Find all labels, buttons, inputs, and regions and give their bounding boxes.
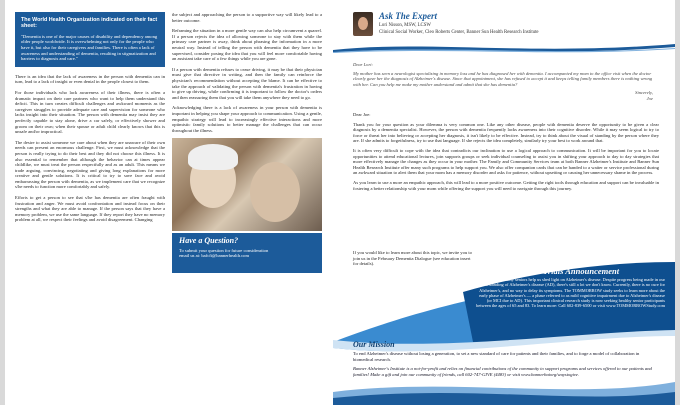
have-question-email[interactable]: email us at: bafcfi@bannerhealth.com [179,253,250,259]
facts-title: The World Health Organization indicated on their fact sheet: [21,17,158,30]
mission-statement: To end Alzheimer's disease without losing a generation, to set a new standard of care for patients and their families, and to forge a model of collaboration in biomedical research. [353,351,640,362]
letter-closing: Sincerely, [635,90,653,96]
facts-box [15,12,165,67]
answer-paragraph: As you learn to use a more an empathic approach, this will lead to a more positive outcome. Getting the right tools through education and support can be invaluable in fostering a better relationship with your mom while offering the support you will need to navigate through this journey. [353,179,659,191]
letter-signature: Joe [646,95,653,101]
dialogue-note [353,250,473,272]
elderly-couple-photo [172,138,322,231]
left-column-2 [172,12,322,273]
clinical-trials-title: Clinical Trials Announcement [513,266,620,276]
answer-paragraph: Thank you for your question as your dilemma is very common one. Like any other disease, people with dementia deserve the opportunity to be given a clear diagnosis by a dementia specialist. However, the person with dementia frequently lacks awareness into their cognitive disorder. While it may seem logical to try to force or threat her into believing or accepting her diagnosis, it isn't likely to be effective. Instead, try to think about the visual of standing by the person where they are. If she admits to forgetfulness, try to use that language. If she rejects the idea completely, similarly try your best to work around that. [353,121,659,144]
expert-role: Clinical Social Worker, Cleo Roberts Center, Banner Sun Health Research Institute [379,30,539,35]
paragraph: Efforts to get a person to see that s/he has dementia are often fraught with frustration and anger. We must avoid confrontation and instead focus on their strengths and what they are able to manage. If the person says that they have a memory problem, we use the same language. If they report they have no memory problem at all, we respect their feelings and avoid disagreement. Changing [15,195,165,223]
have-question-title: Have a Question? [179,236,239,246]
header-wave [333,40,675,54]
facts-quote: "Dementia is one of the major causes of disability and dependency among older people worldwide. It is overwhelming not only for the people who have it, but also for their caregivers and families. There is often a lack of awareness and understanding of dementia, resulting in stigmatization and barriers to diagnosis and care." [21,33,158,62]
clinical-trials-body: Healthy seniors help us shed light on Alzheimer's disease. Despite progress being made in our understanding of Alzheimer's disease (AD), there's still a lot we don't know. Currently, there is no cure for Alzheimer's, and no way to delay its symptoms. The TOMMORROW study seeks to learn more about the early phase of Alzheimer's — a phase referred to as mild cognitive impairment due to Alzheimer's disease (or MCI due to AD). This important clinical research study is now seeking healthy senior participants between the ages of 65 and 83. To learn more: Call 602-839-6500 or visit www.TOMMORROWStudy.com [476,277,665,309]
letter-body: My mother has seen a neurologist specializing in memory loss and he has diagnosed her with dementia. I accompanied my mom to the office visit when the doctor clearly gave her the diagnosis of Alzheimer's disease. Since that appointment, she has refused to accept it and keeps telling family members there is nothing wrong with her. Can you help me make my mother understand and admit that she has dementia? [353,70,653,87]
mission-title: Our Mission [353,340,395,349]
expert-name: Lori Nisson, MSW, LCSW [379,23,431,28]
paragraph: For those individuals who lack awareness of their illness, there is often a dramatic impact on their care partners who want to help them understand this deficit. This in turn creates difficult challenges and awkward moments as the caregiver struggles to provide adequate care and supervision for someone who lacks insight into their situation. The person with dementia may insist they are perfectly capable to stay alone, drive a car safely, or effectively shower and groom on their own; when their spouse or adult child clearly knows that this is unsafe and/or impractical. [15,89,165,135]
paragraph: The desire to assist someone we care about when they are unaware of their own needs can present an enormous challenge. First, we must acknowledge that the person is really trying to do their best and they did not choose this illness. It is also essential to remember that although the behavior can at times appear childlike, we must treat the person respectfully and as an adult. This means we trade arguing, convincing, negotiating and giving long explanations for more creative and gentle solutions. It is critical to try to save face and avoid embarrassing the person with dementia, as we implement care that we recognize s/he needs to function more comfortably and safely. [15,139,165,190]
paragraph: Acknowledging there is a lack of awareness in your person with dementia is important in helping you shape your approach to communication. Using a gentle, empathic strategy will lead to increasingly effective interactions and more optimistic family solutions to better manage the challenges that can occur throughout the illness. [172,105,322,133]
dialogue-note-text: If you would like to learn more about this topic, we invite you to join us in the February Dementia Dialogue (see education insert for details). [353,250,472,267]
paragraph: There is an idea that the lack of awareness in the person with dementia can in turn, lead to a lack of insight or even denial in the people closest to them. [15,73,165,85]
ask-expert-title: Ask The Expert [379,11,438,21]
paragraph: If a person with dementia refuses to cease driving, it may be that their physician must give that directive in writing, and then the family can reinforce the physician's recommendation without accepting the blame. It can be effective to take the approach of validating the person with dementia's frustration in having to give up driving, while confirming it is important to follow the doctor's orders and then reassuring them that you will take them anywhere they need to go. [172,66,322,100]
paragraph: the subject and approaching the person to a supportive way will likely lead to a better outcome. [172,12,322,23]
have-question-box [172,233,322,273]
right-page [333,0,675,405]
mission-body [353,351,659,381]
answer-paragraph: It is often very difficult to cope with the idea that contradicts our inclination to use a logical approach to communication. It will be important for you to locate opportunities to attend educational lectures, join supports groups or seek individual counseling to assist you in shifting your approach to day to day strategies that more effectively manage the changes as they occur in your mother. The Family and Community Services team at both Banner Alzheimer's Institute and Banner Sun Health Research Institute offer many such programs to help support you. We also offer companion cards that can be handed to a waiter or service professional during an awkward situation to alert them that your mom has a memory disorder and asks for patience, without upsetting or causing her unnecessary shame in the process. [353,147,659,176]
avatar [353,12,373,36]
paragraph: Reframing the situation in a more gentle way can also help circumvent a quarrel. If a person rejects the idea of allowing someone to stay with them while the primary care partner is away, think about phrasing the information in a more neutral way. Instead of telling the person with dementia that they have to be supervised, consider posing the idea that you will feel more comfortable having an assistant take care of a few things while you are gone. [172,28,322,62]
expert-answer [353,112,659,195]
left-column-1 [15,12,165,228]
letter-salutation: Dear Lori: [353,62,374,67]
have-question-line: To submit your question for future consideration [179,247,269,253]
answer-salutation: Dear Joe: [353,112,371,117]
mission-donate: Banner Alzheimer's Institute is a not-for-profit and relies on financial contributions of the community to support programs and services offered to our patients and families! Make a gift and join our community of friends, call 602-747-GIVE (4483) or visit www.bannerbaiorg/waystogive. [353,366,652,377]
reader-letter [353,62,653,102]
newsletter-spread [5,0,675,405]
